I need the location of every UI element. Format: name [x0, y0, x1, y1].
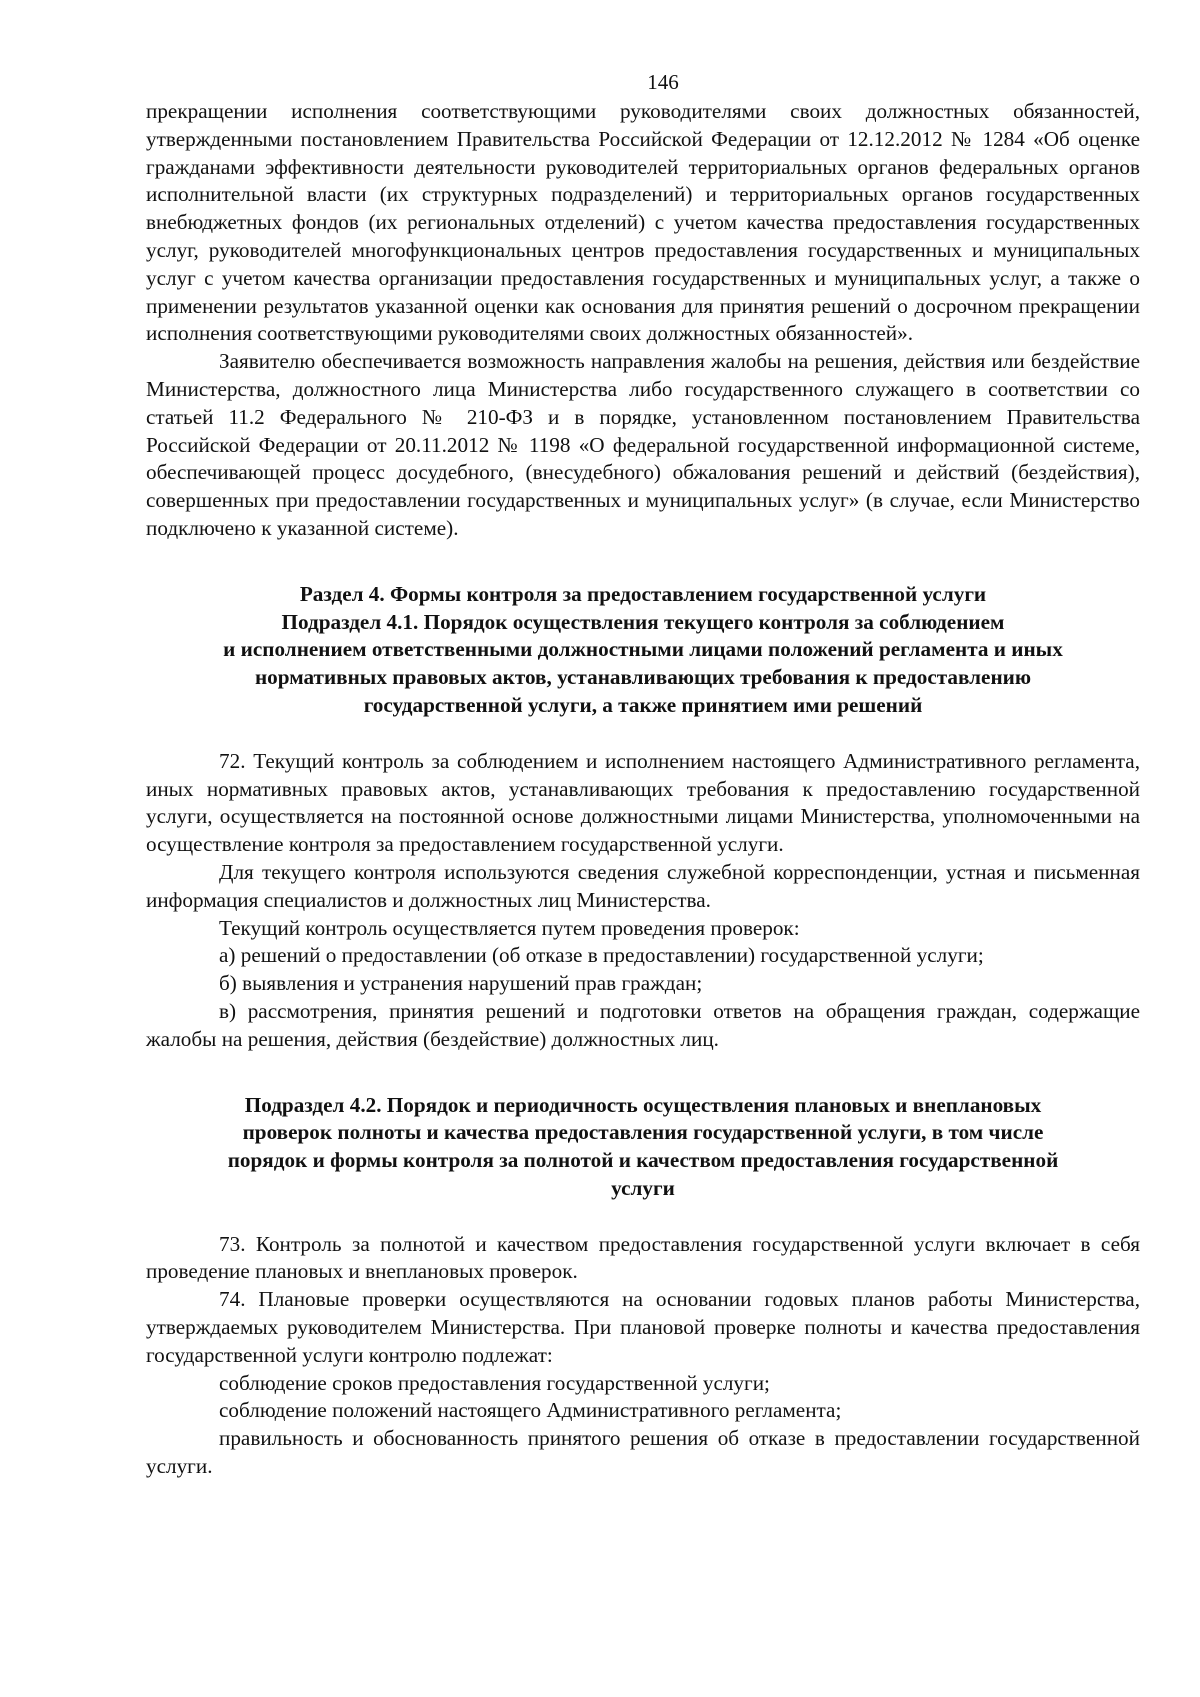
- paragraph-73: 73. Контроль за полнотой и качеством предоставления государственной услуги включает в себя проведение плановых и внеплановых проверок.: [146, 1231, 1140, 1284]
- page-number: 146: [647, 70, 679, 94]
- spacer: [146, 543, 1140, 581]
- list-item-refusal: правильность и обоснованность принятого решения об отказе в предоставлении государственной услуги.: [146, 1426, 1140, 1479]
- list-item-regulation: соблюдение положений настоящего Административного регламента;: [219, 1398, 842, 1423]
- heading-line: нормативных правовых актов, устанавливающих требования к предоставлению: [254, 665, 1032, 690]
- spacer: [146, 1203, 1140, 1231]
- paragraph-72: 72. Текущий контроль за соблюдением и исполнением настоящего Административного регламента, иных нормативных правовых актов, устанавливающих требования к предоставлению государственной услуги, осуществляется на постоянной основе должностными лицами Министерства, уполномоченными на осуществление контроля за предоставлением государственной услуги.: [146, 748, 1140, 857]
- spacer: [146, 720, 1140, 748]
- paragraph-checks-intro: Текущий контроль осуществляется путем проведения проверок:: [219, 915, 800, 940]
- paragraph-complaint-right: Заявителю обеспечивается возможность направления жалобы на решения, действия или бездействие Министерства, должностного лица Министерства либо государственного служащего в соответствии со статьей 11.2 Федерального № 210-ФЗ и в порядке, установленном постановлением Правительства Российской Федерации от 20.11.2012 № 1198 «О федеральной государственной информационной системе, обеспечивающей процесс досудебного, (внесудебного) обжалования решений и действий (бездействия), совершенных при предоставлении государственных и муниципальных услуг» (в случае, если Министерство подключено к указанной системе).: [146, 349, 1140, 540]
- document-body: [146, 98, 1140, 1481]
- list-item-deadlines: соблюдение сроков предоставления государственной услуги;: [219, 1370, 770, 1395]
- heading-line: Подраздел 4.2. Порядок и периодичность осуществления плановых и внеплановых: [244, 1092, 1042, 1117]
- list-item-b: б) выявления и устранения нарушений прав граждан;: [219, 971, 703, 996]
- subsection-4-2-heading: [146, 1092, 1140, 1203]
- heading-line: проверок полноты и качества предоставления государственной услуги, в том числе: [242, 1120, 1044, 1145]
- spacer: [146, 1054, 1140, 1092]
- list-item-a: а) решений о предоставлении (об отказе в предоставлении) государственной услуги;: [219, 943, 984, 968]
- paragraph-74: 74. Плановые проверки осуществляются на основании годовых планов работы Министерства, утверждаемых руководителем Министерства. При плановой проверке полноты и качества предоставления государственной услуги контролю подлежат:: [146, 1287, 1140, 1367]
- heading-line: Раздел 4. Формы контроля за предоставлением государственной услуги: [299, 581, 987, 606]
- heading-line: государственной услуги, а также принятием ими решений: [363, 692, 923, 717]
- heading-line: Подраздел 4.1. Порядок осуществления текущего контроля за соблюдением: [281, 609, 1005, 634]
- heading-line: и исполнением ответственными должностными лицами положений регламента и иных: [223, 637, 1063, 662]
- heading-line: услуги: [611, 1175, 675, 1200]
- paragraph-info-sources: Для текущего контроля используются сведения служебной корреспонденции, устная и письменная информация специалистов и должностных лиц Министерства.: [146, 859, 1140, 912]
- heading-line: порядок и формы контроля за полнотой и качеством предоставления государственной: [227, 1148, 1059, 1173]
- paragraph-continued: прекращении исполнения соответствующими руководителями своих должностных обязанностей, утвержденными постановлением Правительства Российской Федерации от 12.12.2012 № 1284 «Об оценке гражданами эффективности деятельности руководителей территориальных органов федеральных органов исполнительной власти (их структурных подразделений) и территориальных органов государственных внебюджетных фондов (их региональных отделений) с учетом качества предоставления государственных услуг, руководителей многофункциональных центров предоставления государственных и муниципальных услуг с учетом качества организации предоставления государственных и муниципальных услуг, а также о применении результатов указанной оценки как основания для принятия решений о досрочном прекращении исполнения соответствующими руководителями своих должностных обязанностей».: [146, 99, 1140, 346]
- section-4-heading: [146, 581, 1140, 720]
- list-item-v: в) рассмотрения, принятия решений и подготовки ответов на обращения граждан, содержащие жалобы на решения, действия (бездействие) должностных лиц.: [146, 998, 1140, 1051]
